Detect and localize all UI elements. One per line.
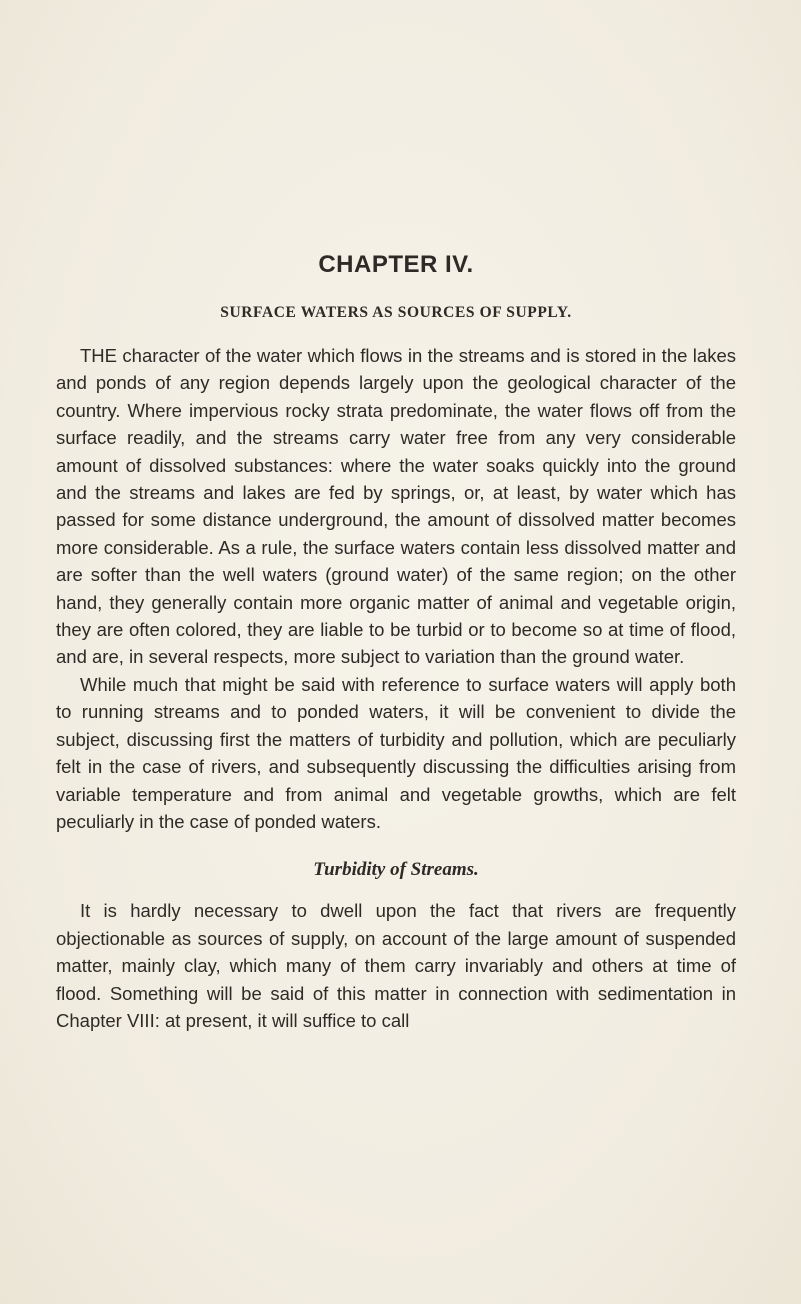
paragraph-1: THE character of the water which flows in the streams and is stored in the lakes and ponds of any region depends largely upon the geological character of the country. Where impervious rocky strata predominate, the water flows off from the surface readily, and the streams carry water free from any very considerable amount of dissolved substances: where the water soaks quickly into the ground and the streams and lakes are fed by springs, or, at least, by water which has passed for some distance underground, the amount of dissolved matter becomes more considerable. As a rule, the surface waters contain less dissolved matter and are softer than the well waters (ground water) of the same region; on the other hand, they generally contain more organic matter of animal and vegetable origin, they are often colored, they are liable to be turbid or to become so at time of flood, and are, in several respects, more subject to variation than the ground water. — [56, 345, 736, 668]
chapter-subtitle: SURFACE WATERS AS SOURCES OF SUPPLY. — [220, 304, 572, 321]
text-block — [56, 250, 736, 1034]
paragraph-3: It is hardly necessary to dwell upon the fact that rivers are frequently objectionable as sources of supply, on account of the large amount of suspended matter, mainly clay, which many of them carry invariably and others at time of flood. Something will be said of this matter in connection with sedimentation in Chapter VIII: at present, it will suffice to call — [56, 900, 736, 1031]
paragraph-2: While much that might be said with reference to surface waters will apply both to running streams and to ponded waters, it will be convenient to divide the subject, discussing first the matters of turbidity and pollution, which are peculiarly felt in the case of rivers, and subsequently discussing the difficulties arising from variable temperature and from animal and vegetable growths, which are felt peculiarly in the case of ponded waters. — [56, 673, 736, 832]
section-heading: Turbidity of Streams. — [313, 859, 479, 881]
chapter-title: CHAPTER IV. — [318, 251, 474, 278]
